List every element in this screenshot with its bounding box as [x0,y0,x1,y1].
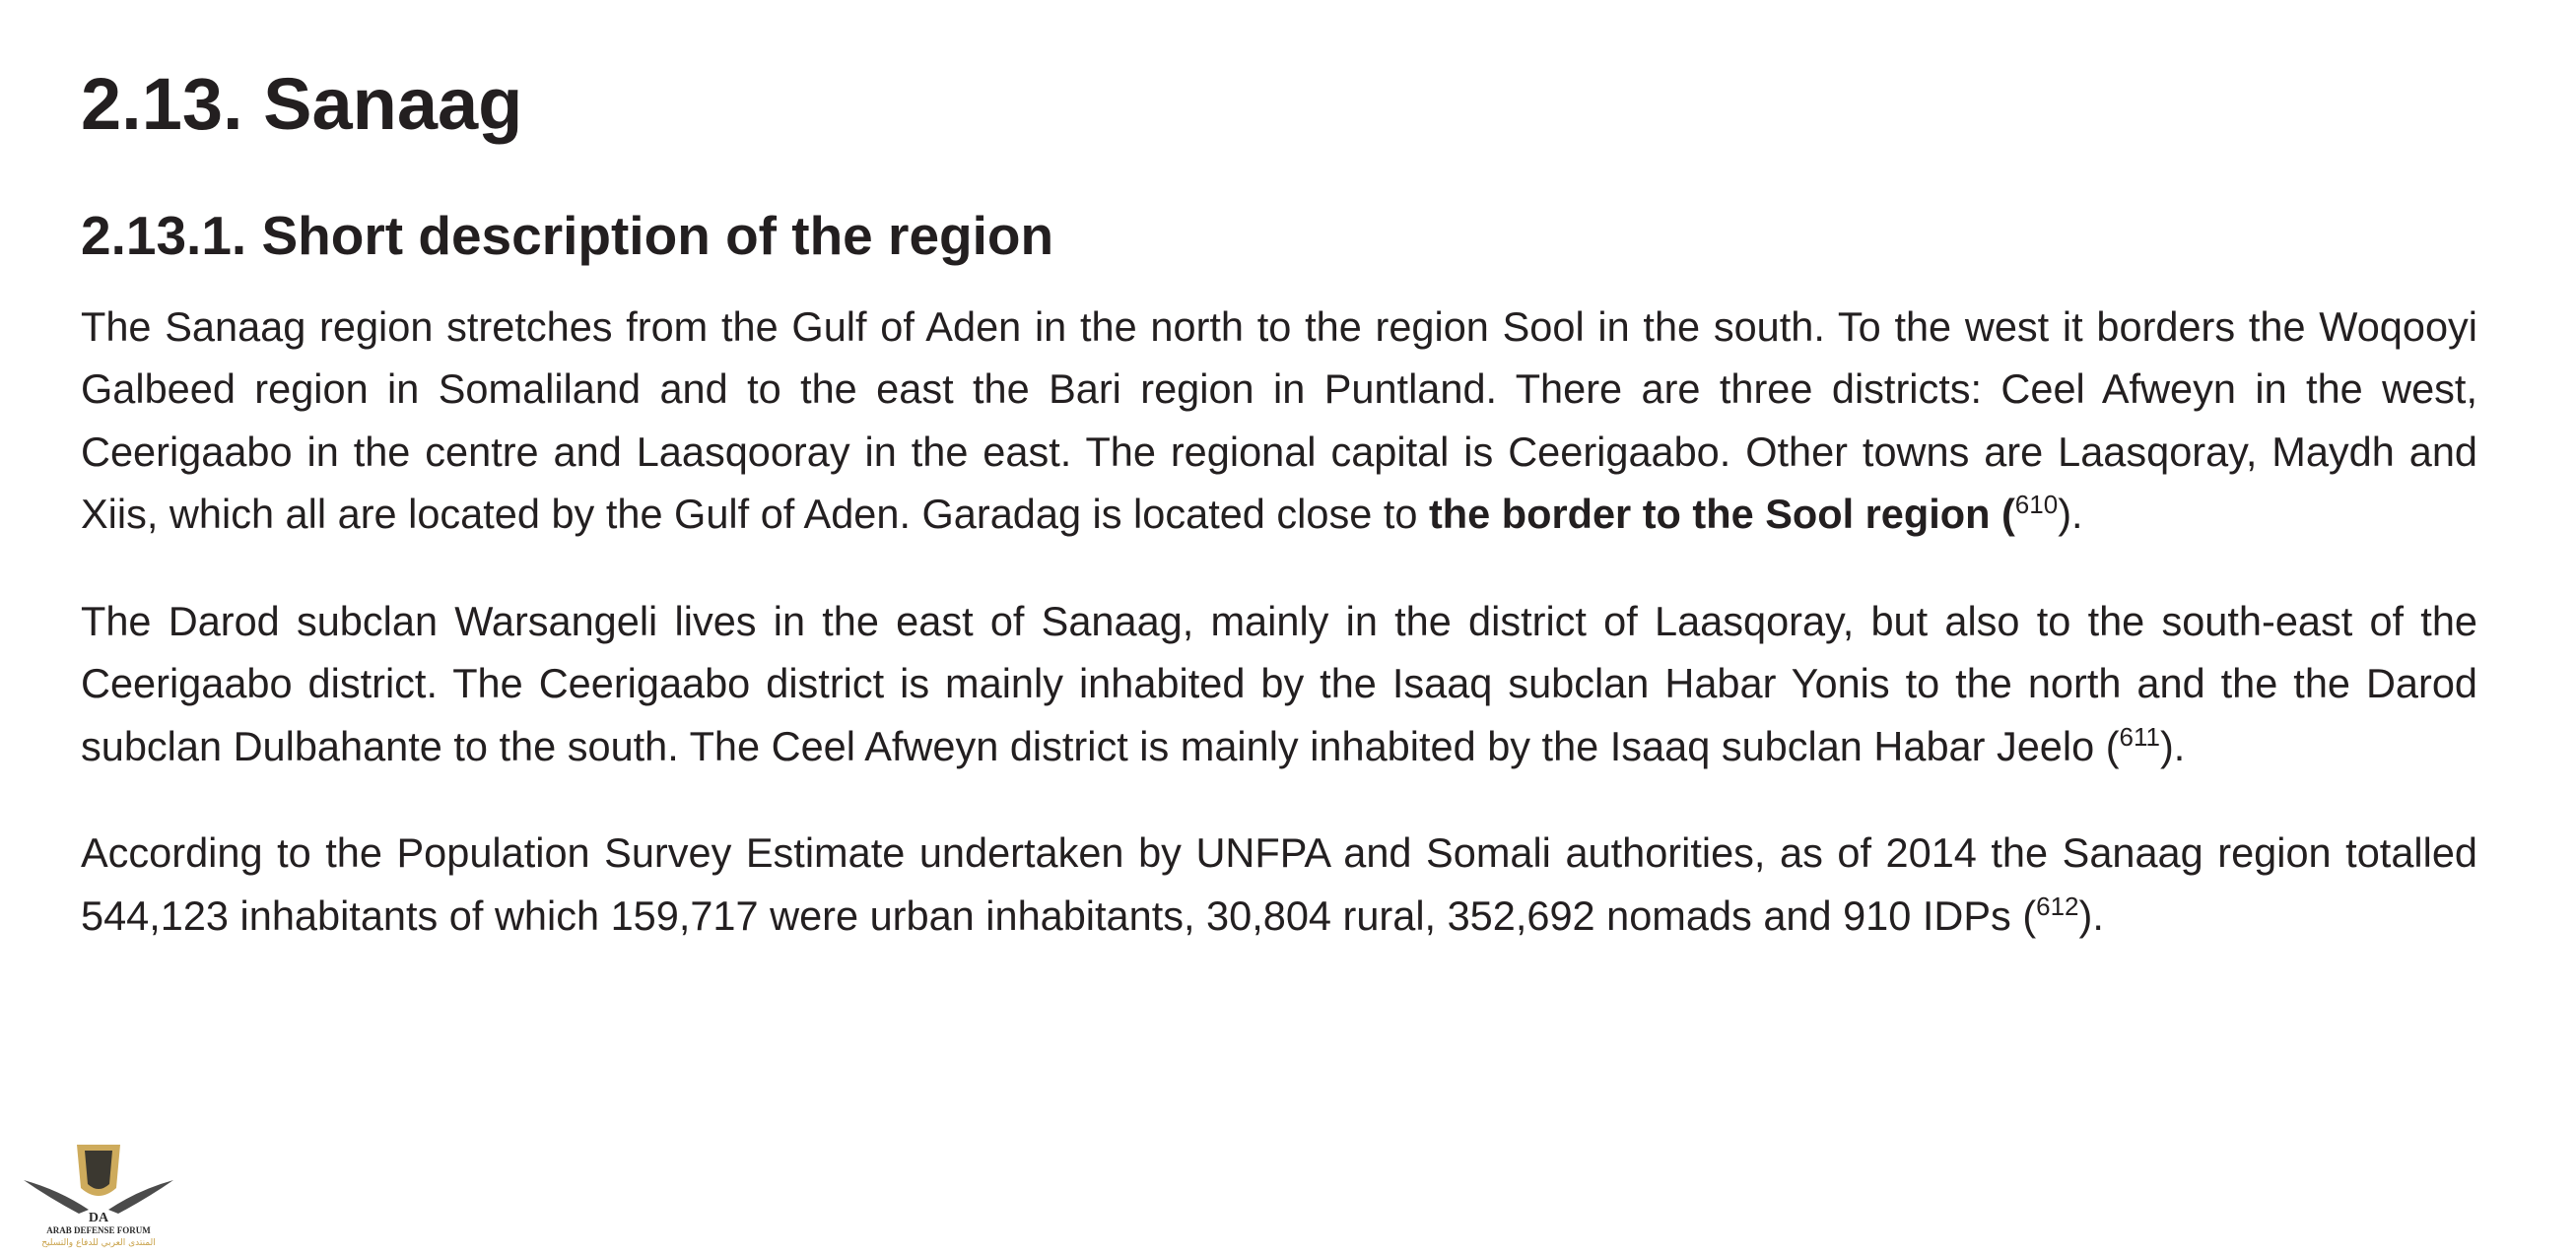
paragraph-text: The Sanaag region stretches from the Gulf of Aden in the north to the region Sool in the south. To the west it borders the Woqooyi Galbeed region in Somaliland and to the east the Bari region in Puntland. There are three districts: Ceel Afweyn in the west, Ceerigaabo in the centre and Laasqooray in the east. The regional capital is Ceerigaabo. Other towns are Laasqoray, Maydh and Xiis, which all are located by the Gulf of Aden. Garadag is located close to [81,302,2477,538]
footnote-ref[interactable]: 611 [2119,721,2160,752]
subsection-heading: 2.13.1. Short description of the region [81,205,1054,267]
paragraph-clans [81,590,2477,778]
shield-emblem-icon [20,1141,177,1249]
page-content [81,57,2477,947]
paragraph-text: According to the Population Survey Estimate undertaken by UNFPA and Somali authorities, as of 2014 the Sanaag region totalled 544,123 inhabitants of which 159,717 were urban inhabitants, 30,804 rural, 352,692 nomads and 910 IDPs ( [81,829,2477,939]
paragraph-bold-text: the border to the Sool region ( [1428,491,2015,538]
logo-initials: DA [88,1211,109,1225]
section-heading: 2.13. Sanaag [81,63,523,145]
footnote-ref[interactable]: 610 [2014,490,2059,520]
logo-name: ARAB DEFENSE FORUM [46,1225,151,1235]
paragraph-population [81,822,2477,947]
paragraph-end: ). [2058,491,2083,538]
paragraph-text: The Darod subclan Warsangeli lives in the east of Sanaag, mainly in the district of Laasqoray, but also to the south-east of the Ceerigaabo district. The Ceerigaabo district is mainly inhabited by the Isaaq subclan Habar Yonis to the north and the the Darod subclan Dulbahante to the south. The Ceel Afweyn district is mainly inhabited by the Isaaq subclan Habar Jeelo ( [81,597,2477,769]
paragraph-region-overview [81,296,2477,546]
paragraph-end: ). [2159,722,2186,769]
paragraph-end: ). [2078,891,2104,939]
watermark-logo [20,1141,177,1249]
logo-arabic-name: المنتدى العربي للدفاع والتسليح [41,1238,156,1248]
footnote-ref[interactable]: 612 [2036,891,2079,921]
